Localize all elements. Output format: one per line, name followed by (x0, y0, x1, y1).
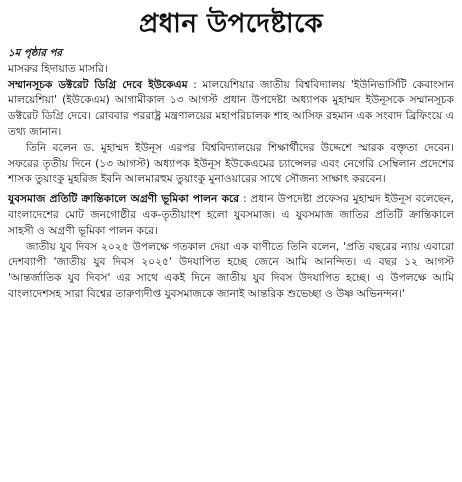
subhead-ukm-doctorate: সম্মানসূচক ডক্টরেট ডিগ্রি দেবে ইউকেএম (8, 78, 188, 91)
headline: প্রধান উপদেষ্টাকে (138, 9, 324, 39)
paragraph-text: : মালয়েশিয়ার জাতীয় বিশ্ববিদ্যালয় 'ইউনিভার্সিটি কেবাংসান মালয়েশিয়া' (ইউকেএম) আগামীকাল ১৩ আগস্ট প্রধান উপদেষ্টা অধ্যাপক মুহাম্মদ ইউনূসকে সম্মানসূচক ডক্টরেট ডিগ্রি দেবে। রোববার পররাষ্ট্র মন্ত্রণালয়ের মহাপরিচালক শাহ আসিফ রহমান এক সংবাদ ব্রিফিংয়ে এ তথ্য জানান। (8, 78, 454, 138)
continued-from-label: ১ম পৃষ্ঠার পর (8, 48, 62, 59)
subhead-youth-role: যুবসমাজ প্রতিটি ক্রান্তিকালে অগ্রণী ভূমিকা পালন করে (8, 193, 240, 206)
article-paragraph (8, 192, 454, 239)
article-paragraph (8, 78, 454, 141)
paragraph-text: জাতীয় যুব দিবস ২০২৫ উপলক্ষে গতকাল দেয়া এক বাণীতে তিনি বলেন, 'প্রতি বছরের ন্যায় এবারো দেশব্যাপী 'জাতীয় যুব দিবস ২০২৫' উদযাপিত হচ্ছে জেনে আমি আনন্দিত। এ বছর ১২ আগস্ট 'আন্তর্জাতিক যুব দিবস' এর সাথে একই দিনে জাতীয় যুব দিবস উদযাপিত হচ্ছে। এ উপলক্ষে আমি বাংলাদেশসহ সারা বিশ্বের তারুণ্যদীপ্ত যুবসমাজকে জানাই আন্তরিক শুভেচ্ছা ও উষ্ণ অভিনন্দন।' (8, 240, 454, 300)
article-body (0, 46, 462, 303)
article-paragraph (8, 141, 454, 188)
article-paragraph (8, 240, 454, 303)
article-paragraph (8, 62, 454, 78)
paragraph-text: মাসরুর হিদায়াত মাসরি। (8, 62, 108, 75)
paragraph-text: তিনি বলেন ড. মুহাম্মদ ইউনূস এরপর বিশ্ববিদ্যালয়ের শিক্ষার্থীদের উদ্দেশে স্মারক বক্তৃতা দেবেন। সফরের তৃতীয় দিনে (১৩ আগস্ট) অধ্যাপক ইউনূস ইউকেএমের চ্যান্সেলর এবং নেগেরি সেম্বিলান প্রদেশের শাসক তুয়াংকু মুহরিজ ইবনি আলমারহুম তুয়াংকু মুনাওয়ারের সাথে সৌজন্য সাক্ষাৎ করবেন। (8, 141, 454, 186)
paragraph-text: : প্রধান উপদেষ্টা প্রফেসর মুহাম্মদ ইউনূস বলেছেন, বাংলাদেশের মোট জনগোষ্ঠীর এক-তৃতীয়াংশ হলো যুবসমাজ। এ যুবসমাজ জাতির প্রতিটি ক্রান্তিকালে সাহসী ও অগ্রণী ভূমিকা পালন করে। (8, 193, 454, 237)
